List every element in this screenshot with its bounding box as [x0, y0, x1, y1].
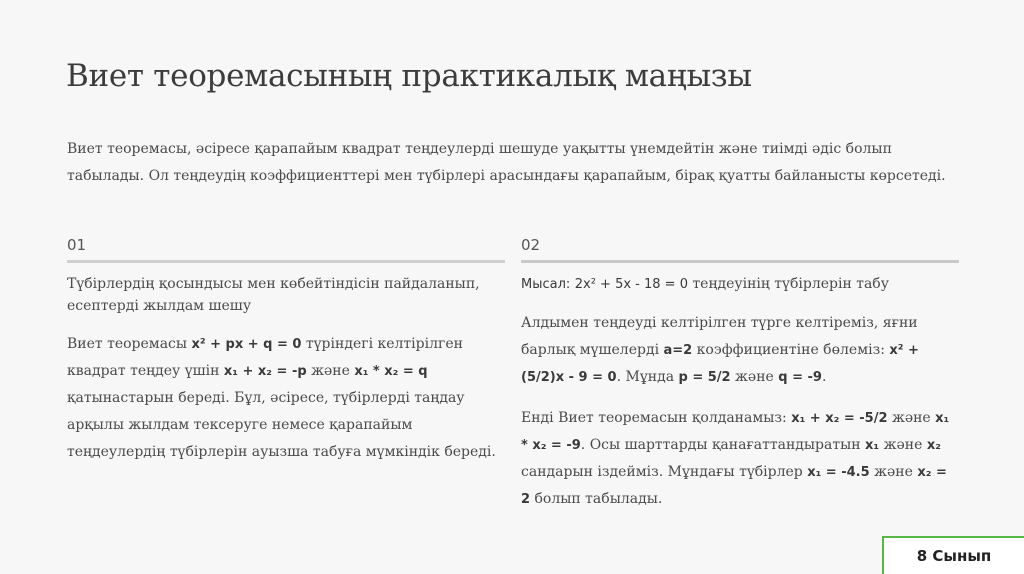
- column-subtitle: Түбірлердің қосындысы мен көбейтіндісін пайдаланып, есептерді жылдам шешу: [67, 276, 480, 314]
- text-fragment: сандарын іздейміз. Мұндағы түбірлер: [521, 464, 803, 480]
- formula: x₁: [865, 438, 880, 453]
- column-number: 01: [67, 236, 505, 263]
- column-paragraph: [67, 331, 505, 466]
- formula: q = -9: [778, 370, 822, 385]
- text-fragment: және: [891, 410, 931, 426]
- column-01: [67, 236, 505, 466]
- formula: 2x² + 5x - 18 = 0: [574, 277, 688, 292]
- text-fragment: Виет теоремасы: [67, 336, 188, 352]
- text-fragment: . Мұнда: [616, 369, 675, 385]
- formula: a=2: [663, 343, 693, 358]
- column-paragraph: [521, 310, 959, 391]
- column-number: 02: [521, 236, 959, 263]
- formula: x² + px + q = 0: [191, 337, 302, 352]
- text-fragment: .: [821, 369, 827, 385]
- slide-title: Виет теоремасының практикалық маңызы: [66, 58, 752, 94]
- formula: x₁ + x₂ = -p: [223, 364, 307, 379]
- text-fragment: түріндегі келтірілген квадрат теңдеу үшін: [67, 336, 463, 379]
- intro-paragraph: Виет теоремасы, әсіресе қарапайым квадрат теңдеулерді шешуде уақытты үнемдейтін және тиімді әдіс болып табылады. Ол теңдеудің коэффициенттері мен түбірлері арасындағы қарапайым, бірақ қуатты байланысты көрсетеді.: [67, 141, 946, 184]
- formula: p = 5/2: [678, 370, 731, 385]
- text-fragment: қатынастарын береді. Бұл, әсіресе, түбірлерді таңдау арқылы жылдам тексеруге немесе қарапайым теңдеулердің түбірлерін ауызша табуға мүмкіндік береді.: [67, 390, 496, 460]
- formula: x₁ = -4.5: [807, 465, 870, 480]
- formula: x₁ * x₂ = q: [354, 364, 428, 379]
- text-fragment: және: [311, 363, 350, 379]
- text-fragment: және: [735, 369, 774, 385]
- text-fragment: теңдеуінің түбірлерін табу: [692, 276, 889, 292]
- column-subtitle: [521, 273, 959, 296]
- text-fragment: және: [874, 464, 913, 480]
- formula: x₁ * x₂ = -9: [521, 411, 950, 453]
- text-fragment: Енді Виет теоремасын қолданамыз:: [521, 410, 787, 426]
- grade-badge: 8 Сынып: [882, 536, 1024, 574]
- formula: x₂: [926, 438, 941, 453]
- text-fragment: Алдымен теңдеуді келтірілген түрге келтіреміз, яғни барлық мүшелерді: [521, 315, 918, 358]
- text-fragment: болып табылады.: [534, 491, 663, 507]
- text-fragment: коэффициентіне бөлеміз:: [696, 342, 885, 358]
- formula: x₂ = 2: [521, 465, 947, 507]
- text-fragment: . Осы шарттарды қанағаттандыратын: [580, 437, 861, 453]
- column-02: [521, 236, 959, 513]
- text-fragment: және: [883, 437, 923, 453]
- formula: x² + (5/2)x - 9 = 0: [521, 343, 919, 385]
- text-fragment: Мысал:: [521, 277, 571, 292]
- column-paragraph: [521, 405, 959, 513]
- formula: x₁ + x₂ = -5/2: [791, 411, 888, 426]
